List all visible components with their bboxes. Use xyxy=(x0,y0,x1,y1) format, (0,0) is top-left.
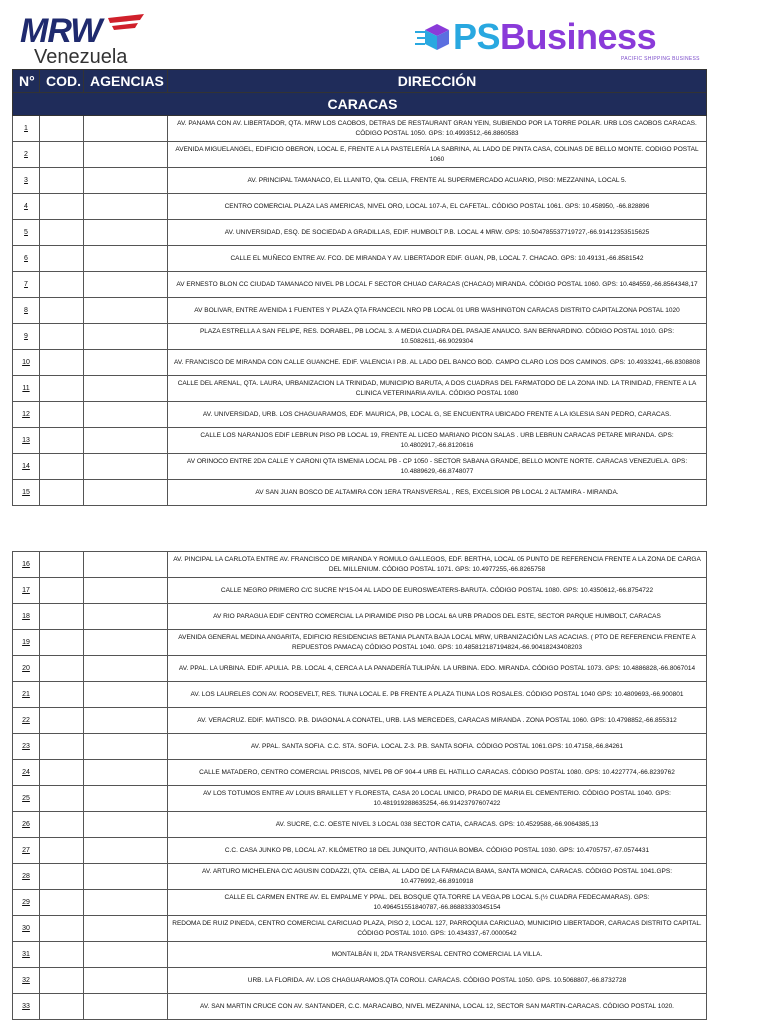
row-code-cell xyxy=(40,376,84,402)
row-agency-cell xyxy=(84,220,168,246)
row-agency-cell xyxy=(84,350,168,376)
table-row xyxy=(13,942,707,968)
row-address: CALLE NEGRO PRIMERO C/C SUCRE Nº15-04 AL LADO DE EUROSWEATERS-BARUTA. CÓDIGO POSTAL 1080. GPS: 10.4350612,-66.8754722 xyxy=(168,578,707,604)
table-row xyxy=(13,376,707,402)
row-number-link[interactable]: 17 xyxy=(13,578,40,604)
table-row xyxy=(13,708,707,734)
table-row xyxy=(13,402,707,428)
row-code-cell xyxy=(40,604,84,630)
row-address: CALLE MATADERO, CENTRO COMERCIAL PRISCOS, NIVEL PB OF 904-4 URB EL HATILLO CARACAS. CÓDIGO POSTAL 1080. GPS: 10.4227774,-66.8239762 xyxy=(168,760,707,786)
mrw-subtitle: Venezuela xyxy=(34,46,128,68)
row-address: AV. PPAL. SANTA SOFIA. C.C. STA. SOFIA. LOCAL Z-3. P.B. SANTA SOFIA. CÓDIGO POSTAL 1061.GPS: 10.47158,-66.84261 xyxy=(168,734,707,760)
row-agency-cell xyxy=(84,994,168,1020)
row-address: AV. PANAMA CON AV. LIBERTADOR, QTA. MRW LOS CAOBOS, DETRAS DE RESTAURANT GRAN YEIN, SUBIENDO POR LA TORRE POLAR. URB LOS CAOBOS CARACAS. CÓDIGO POSTAL 1050. GPS: 10.4993512,-66.8860583 xyxy=(168,116,707,142)
row-number-link[interactable]: 31 xyxy=(13,942,40,968)
psbusiness-logo xyxy=(415,18,705,66)
row-code-cell xyxy=(40,760,84,786)
row-number-link[interactable]: 7 xyxy=(13,272,40,298)
row-agency-cell xyxy=(84,272,168,298)
table-row xyxy=(13,480,707,506)
table-row xyxy=(13,786,707,812)
row-code-cell xyxy=(40,480,84,506)
row-agency-cell xyxy=(84,402,168,428)
row-address: AV SAN JUAN BOSCO DE ALTAMIRA CON 1ERA TRANSVERSAL , RES, EXCELSIOR PB LOCAL 2 ALTAMIRA - MIRANDA. xyxy=(168,480,707,506)
row-agency-cell xyxy=(84,890,168,916)
row-address: C.C. CASA JUNKO PB, LOCAL A7. KILÓMETRO 18 DEL JUNQUITO, ANTIGUA BOMBA. CÓDIGO POSTAL 1030. GPS: 10.4705757,-67.0574431 xyxy=(168,838,707,864)
table-row xyxy=(13,968,707,994)
table-row xyxy=(13,246,707,272)
row-number-link[interactable]: 21 xyxy=(13,682,40,708)
row-code-cell xyxy=(40,298,84,324)
row-agency-cell xyxy=(84,812,168,838)
table-row xyxy=(13,324,707,350)
row-address: AV. SUCRE, C.C. OESTE NIVEL 3 LOCAL 038 SECTOR CATIA, CARACAS. GPS: 10.4529588,-66.9064385,13 xyxy=(168,812,707,838)
row-number-link[interactable]: 33 xyxy=(13,994,40,1020)
table-row xyxy=(13,916,707,942)
table-row xyxy=(13,454,707,480)
row-number-link[interactable]: 16 xyxy=(13,552,40,578)
col-header-number: N° xyxy=(13,70,40,93)
row-code-cell xyxy=(40,350,84,376)
table-row xyxy=(13,630,707,656)
row-number-link[interactable]: 19 xyxy=(13,630,40,656)
table-row xyxy=(13,994,707,1020)
table-row xyxy=(13,428,707,454)
cube-icon xyxy=(415,20,451,56)
row-code-cell xyxy=(40,786,84,812)
table-row xyxy=(13,812,707,838)
table-row xyxy=(13,682,707,708)
region-label: CARACAS xyxy=(13,93,707,116)
row-address: CALLE EL MUÑECO ENTRE AV. FCO. DE MIRANDA Y AV. LIBERTADOR EDIF. GUAN, PB, LOCAL 7. CHACAO. GPS: 10.49131,-66.8581542 xyxy=(168,246,707,272)
row-code-cell xyxy=(40,246,84,272)
row-agency-cell xyxy=(84,604,168,630)
row-address: AV. LOS LAURELES CON AV. ROOSEVELT, RES. TIUNA LOCAL E. PB FRENTE A PLAZA TIUNA LOS ROSALES. CÓDIGO POSTAL 1040 GPS: 10.4809693,-66.900801 xyxy=(168,682,707,708)
row-number-link[interactable]: 22 xyxy=(13,708,40,734)
table-row xyxy=(13,194,707,220)
row-address: CALLE EL CARMEN ENTRE AV. EL EMPALME Y PPAL. DEL BOSQUE QTA.TORRE LA VEGA.PB LOCAL 5.(½ CUADRA FEDECAMARAS). GPS: 10.496451551840787,-66.86883330345154 xyxy=(168,890,707,916)
row-agency-cell xyxy=(84,194,168,220)
table-row xyxy=(13,864,707,890)
row-code-cell xyxy=(40,682,84,708)
row-agency-cell xyxy=(84,630,168,656)
table-row xyxy=(13,656,707,682)
row-agency-cell xyxy=(84,376,168,402)
row-address: AV BOLIVAR, ENTRE AVENIDA 1 FUENTES Y PLAZA QTA FRANCECIL NRO PB LOCAL 01 URB WASHINGTON CARACAS DISTRITO CAPITALZONA POSTAL 1020 xyxy=(168,298,707,324)
row-agency-cell xyxy=(84,682,168,708)
row-agency-cell xyxy=(84,708,168,734)
row-code-cell xyxy=(40,116,84,142)
row-code-cell xyxy=(40,708,84,734)
row-number-link[interactable]: 25 xyxy=(13,786,40,812)
row-number-link[interactable]: 24 xyxy=(13,760,40,786)
row-agency-cell xyxy=(84,480,168,506)
mrw-brand-text: MRW xyxy=(20,12,102,50)
row-code-cell xyxy=(40,656,84,682)
table-row xyxy=(13,760,707,786)
row-code-cell xyxy=(40,890,84,916)
row-address: URB. LA FLORIDA. AV. LOS CHAGUARAMOS.QTA COROLI. CARACAS. CÓDIGO POSTAL 1050. GPS. 10.5068807,-66.8732728 xyxy=(168,968,707,994)
row-number-link[interactable]: 30 xyxy=(13,916,40,942)
row-address: AV ORINOCO ENTRE 2DA CALLE Y CARONI QTA ISMENIA LOCAL PB - CP 1050 - SECTOR SABANA GRANDE, BELLO MONTE NORTE. CARACAS VENEZUELA. GPS: 10.4889629,-66.8748077 xyxy=(168,454,707,480)
row-code-cell xyxy=(40,734,84,760)
row-number-link[interactable]: 14 xyxy=(13,454,40,480)
row-number-link[interactable]: 28 xyxy=(13,864,40,890)
row-address: AV ERNESTO BLON CC CIUDAD TAMANACO NIVEL PB LOCAL F SECTOR CHUAO CARACAS (CHACAO) MIRANDA. CÓDIGO POSTAL 1060. GPS: 10.484559,-66.8564348,17 xyxy=(168,272,707,298)
row-code-cell xyxy=(40,220,84,246)
row-agency-cell xyxy=(84,454,168,480)
row-number-link[interactable]: 18 xyxy=(13,604,40,630)
row-address: AV. UNIVERSIDAD, ESQ. DE SOCIEDAD A GRADILLAS, EDIF. HUMBOLT P.B. LOCAL 4 MRW. GPS: 10.504785537719727,-66.91412353515625 xyxy=(168,220,707,246)
table-row xyxy=(13,838,707,864)
row-address: REDOMA DE RUIZ PINEDA, CENTRO COMERCIAL CARICUAO PLAZA, PISO 2, LOCAL 127, PARROQUIA CARICUAO, MUNICIPIO LIBERTADOR, CARACAS DISTRITO CAPITAL. CÓDIGO POSTAL 1010. GPS: 10.434337,-67.0000542 xyxy=(168,916,707,942)
row-number-link[interactable]: 32 xyxy=(13,968,40,994)
table-row xyxy=(13,350,707,376)
ps-tagline: PACIFIC SHIPPING BUSINESS xyxy=(621,56,700,62)
row-number-link[interactable]: 23 xyxy=(13,734,40,760)
table-row xyxy=(13,604,707,630)
row-address: CALLE LOS NARANJOS EDIF LEBRUN PISO PB LOCAL 19, FRENTE AL LICEO MARIANO PICON SALAS . URB LEBRUN CARACAS PETARE MIRANDA. GPS: 10.4802917,-66.8120616 xyxy=(168,428,707,454)
row-number-link[interactable]: 13 xyxy=(13,428,40,454)
row-number-link[interactable]: 3 xyxy=(13,168,40,194)
col-header-code: COD. xyxy=(40,70,84,93)
row-code-cell xyxy=(40,916,84,942)
row-number-link[interactable]: 4 xyxy=(13,194,40,220)
region-row xyxy=(13,93,707,116)
table-body-page1 xyxy=(13,116,707,506)
col-header-agencies: AGENCIAS xyxy=(84,70,168,93)
row-code-cell xyxy=(40,812,84,838)
row-number-link[interactable]: 10 xyxy=(13,350,40,376)
row-number-link[interactable]: 6 xyxy=(13,246,40,272)
row-code-cell xyxy=(40,864,84,890)
row-code-cell xyxy=(40,630,84,656)
table-row xyxy=(13,298,707,324)
row-agency-cell xyxy=(84,916,168,942)
row-number-link[interactable]: 5 xyxy=(13,220,40,246)
table-row xyxy=(13,220,707,246)
row-code-cell xyxy=(40,994,84,1020)
row-code-cell xyxy=(40,324,84,350)
row-agency-cell xyxy=(84,428,168,454)
agencies-table-caracas xyxy=(12,69,707,506)
table-row xyxy=(13,272,707,298)
table-row xyxy=(13,552,707,578)
row-number-link[interactable]: 26 xyxy=(13,812,40,838)
row-address: MONTALBÁN II, 2DA TRANSVERSAL CENTRO COMERCIAL LA VILLA. xyxy=(168,942,707,968)
row-agency-cell xyxy=(84,656,168,682)
row-code-cell xyxy=(40,194,84,220)
row-address: AV. VERACRUZ. EDIF. MATISCO. P.B. DIAGONAL A CONATEL, URB. LAS MERCEDES, CARACAS MIRANDA . ZONA POSTAL 1060. GPS: 10.4798852,-66.855312 xyxy=(168,708,707,734)
row-number-link[interactable]: 27 xyxy=(13,838,40,864)
table-body-page2 xyxy=(13,552,707,1020)
ps-prefix: PS xyxy=(453,16,501,57)
row-address: AV. PRINCIPAL TAMANACO, EL LLANITO, Qta. CELIA, FRENTE AL SUPERMERCADO ACUARIO, PISO: MEZZANINA, LOCAL 5. xyxy=(168,168,707,194)
row-agency-cell xyxy=(84,298,168,324)
row-address: AV. ARTURO MICHELENA C/C AGUSIN CODAZZI, QTA. CEIBA, AL LADO DE LA FARMACIA BAMA, SANTA MONICA, CARACAS. CÓDIGO POSTAL 1041.GPS: 10.4776992,-66.8910918 xyxy=(168,864,707,890)
table-header-row xyxy=(13,70,707,93)
row-agency-cell xyxy=(84,760,168,786)
row-address: AV. SAN MARTIN CRUCE CON AV. SANTANDER, C.C. MARACAIBO, NIVEL MEZANINA, LOCAL 12, SECTOR SAN MARTIN-CARACAS. CÓDIGO POSTAL 1020. xyxy=(168,994,707,1020)
row-agency-cell xyxy=(84,578,168,604)
row-code-cell xyxy=(40,578,84,604)
row-code-cell xyxy=(40,552,84,578)
row-agency-cell xyxy=(84,552,168,578)
row-agency-cell xyxy=(84,734,168,760)
row-number-link[interactable]: 12 xyxy=(13,402,40,428)
row-number-link[interactable]: 11 xyxy=(13,376,40,402)
row-address: AV RIO PARAGUA EDIF CENTRO COMERCIAL LA PIRAMIDE PISO PB LOCAL 6A URB PRADOS DEL ESTE, SECTOR PARQUE HUMBOLT, CARACAS xyxy=(168,604,707,630)
row-address: AV. FRANCISCO DE MIRANDA CON CALLE GUANCHE. EDIF. VALENCIA I P.B. AL LADO DEL BANCO BOD. CAMPO CLARO LOS DOS CAMINOS. GPS: 10.4933241,-66.8308808 xyxy=(168,350,707,376)
row-number-link[interactable]: 2 xyxy=(13,142,40,168)
row-code-cell xyxy=(40,942,84,968)
table-row xyxy=(13,168,707,194)
row-number-link[interactable]: 15 xyxy=(13,480,40,506)
row-number-link[interactable]: 9 xyxy=(13,324,40,350)
page-header xyxy=(0,0,768,70)
row-code-cell xyxy=(40,402,84,428)
row-number-link[interactable]: 29 xyxy=(13,890,40,916)
table-row xyxy=(13,734,707,760)
row-code-cell xyxy=(40,142,84,168)
row-agency-cell xyxy=(84,864,168,890)
row-address: AVENIDA MIGUELANGEL, EDIFICIO OBERON, LOCAL E, FRENTE A LA PASTELERÍA LA SABRINA, AL LADO DE PINTA CASA, COLINAS DE BELLO MONTE. CODIGO POSTAL 1060 xyxy=(168,142,707,168)
row-address: AV LOS TOTUMOS ENTRE AV LOUIS BRAILLET Y FLORESTA, CASA 20 LOCAL UNICO, PRADO DE MARIA EL CEMENTERIO. CÓDIGO POSTAL 1040. GPS: 10.481919288635254,-66.91423797607422 xyxy=(168,786,707,812)
ps-suffix: Business xyxy=(500,16,657,57)
row-address: AV. PINCIPAL LA CARLOTA ENTRE AV. FRANCISCO DE MIRANDA Y ROMULO GALLEGOS, EDF. BERTHA, LOCAL 05 PUNTO DE REFERENCIA FRENTE A LA ZONA DE CARGA DEL MILLENIUM. CÓDIGO POSTAL 1071. GPS: 10.4977255,-66.8265758 xyxy=(168,552,707,578)
table-row xyxy=(13,890,707,916)
row-code-cell xyxy=(40,168,84,194)
table-row xyxy=(13,142,707,168)
row-number-link[interactable]: 1 xyxy=(13,116,40,142)
row-address: CALLE DEL ARENAL, QTA. LAURA, URBANIZACION LA TRINIDAD, MUNICIPIO BARUTA, A DOS CUADRAS DEL FARMATODO DE LA ZONA IND. LA TRINIDAD, FRENTE A LA CLINICA VETERINARIA AVILA. CÓDIGO POSTAL 1080 xyxy=(168,376,707,402)
row-number-link[interactable]: 20 xyxy=(13,656,40,682)
row-agency-cell xyxy=(84,168,168,194)
row-code-cell xyxy=(40,428,84,454)
psbusiness-brand xyxy=(453,16,656,58)
row-code-cell xyxy=(40,272,84,298)
row-agency-cell xyxy=(84,324,168,350)
row-agency-cell xyxy=(84,838,168,864)
row-agency-cell xyxy=(84,786,168,812)
row-address: AVENIDA GENERAL MEDINA ANGARITA, EDIFICIO RESIDENCIAS BETANIA PLANTA BAJA LOCAL MRW, URBANIZACIÓN LAS ACACIAS. ( PTO DE REFERENCIA FRENTE A REPUESTOS PAMACA) CÓDIGO POSTAL 1040. GPS: 10.485812187194824,-66.90418243408203 xyxy=(168,630,707,656)
row-code-cell xyxy=(40,454,84,480)
row-agency-cell xyxy=(84,116,168,142)
table-row xyxy=(13,116,707,142)
row-agency-cell xyxy=(84,246,168,272)
agencies-table-continued xyxy=(12,551,707,1020)
row-address: AV. UNIVERSIDAD, URB. LOS CHAGUARAMOS, EDF. MAURICA, PB, LOCAL G, SE ENCUENTRA UBICADO FRENTE A LA IGLESIA SAN PEDRO, CARACAS. xyxy=(168,402,707,428)
table-row xyxy=(13,578,707,604)
row-address: CENTRO COMERCIAL PLAZA LAS AMERICAS, NIVEL ORO, LOCAL 107-A, EL CAFETAL. CÓDIGO POSTAL 1061. GPS: 10.458950, -66.828896 xyxy=(168,194,707,220)
mrw-logo xyxy=(20,12,150,68)
row-code-cell xyxy=(40,838,84,864)
row-agency-cell xyxy=(84,968,168,994)
row-number-link[interactable]: 8 xyxy=(13,298,40,324)
row-agency-cell xyxy=(84,142,168,168)
row-address: PLAZA ESTRELLA A SAN FELIPE, RES. DORABEL, PB LOCAL 3. A MEDIA CUADRA DEL PASAJE ANAUCO. SAN BERNARDINO. CÓDIGO POSTAL 1010. GPS: 10.5082611,-66.9029304 xyxy=(168,324,707,350)
col-header-address: DIRECCIÓN xyxy=(168,70,707,93)
row-code-cell xyxy=(40,968,84,994)
row-agency-cell xyxy=(84,942,168,968)
row-address: AV. PPAL. LA URBINA. EDIF. APULIA. P.B. LOCAL 4, CERCA A LA PANADERÍA TULIPÁN. LA URBINA. EDO. MIRANDA. CÓDIGO POSTAL 1073. GPS: 10.4886828,-66.8067014 xyxy=(168,656,707,682)
